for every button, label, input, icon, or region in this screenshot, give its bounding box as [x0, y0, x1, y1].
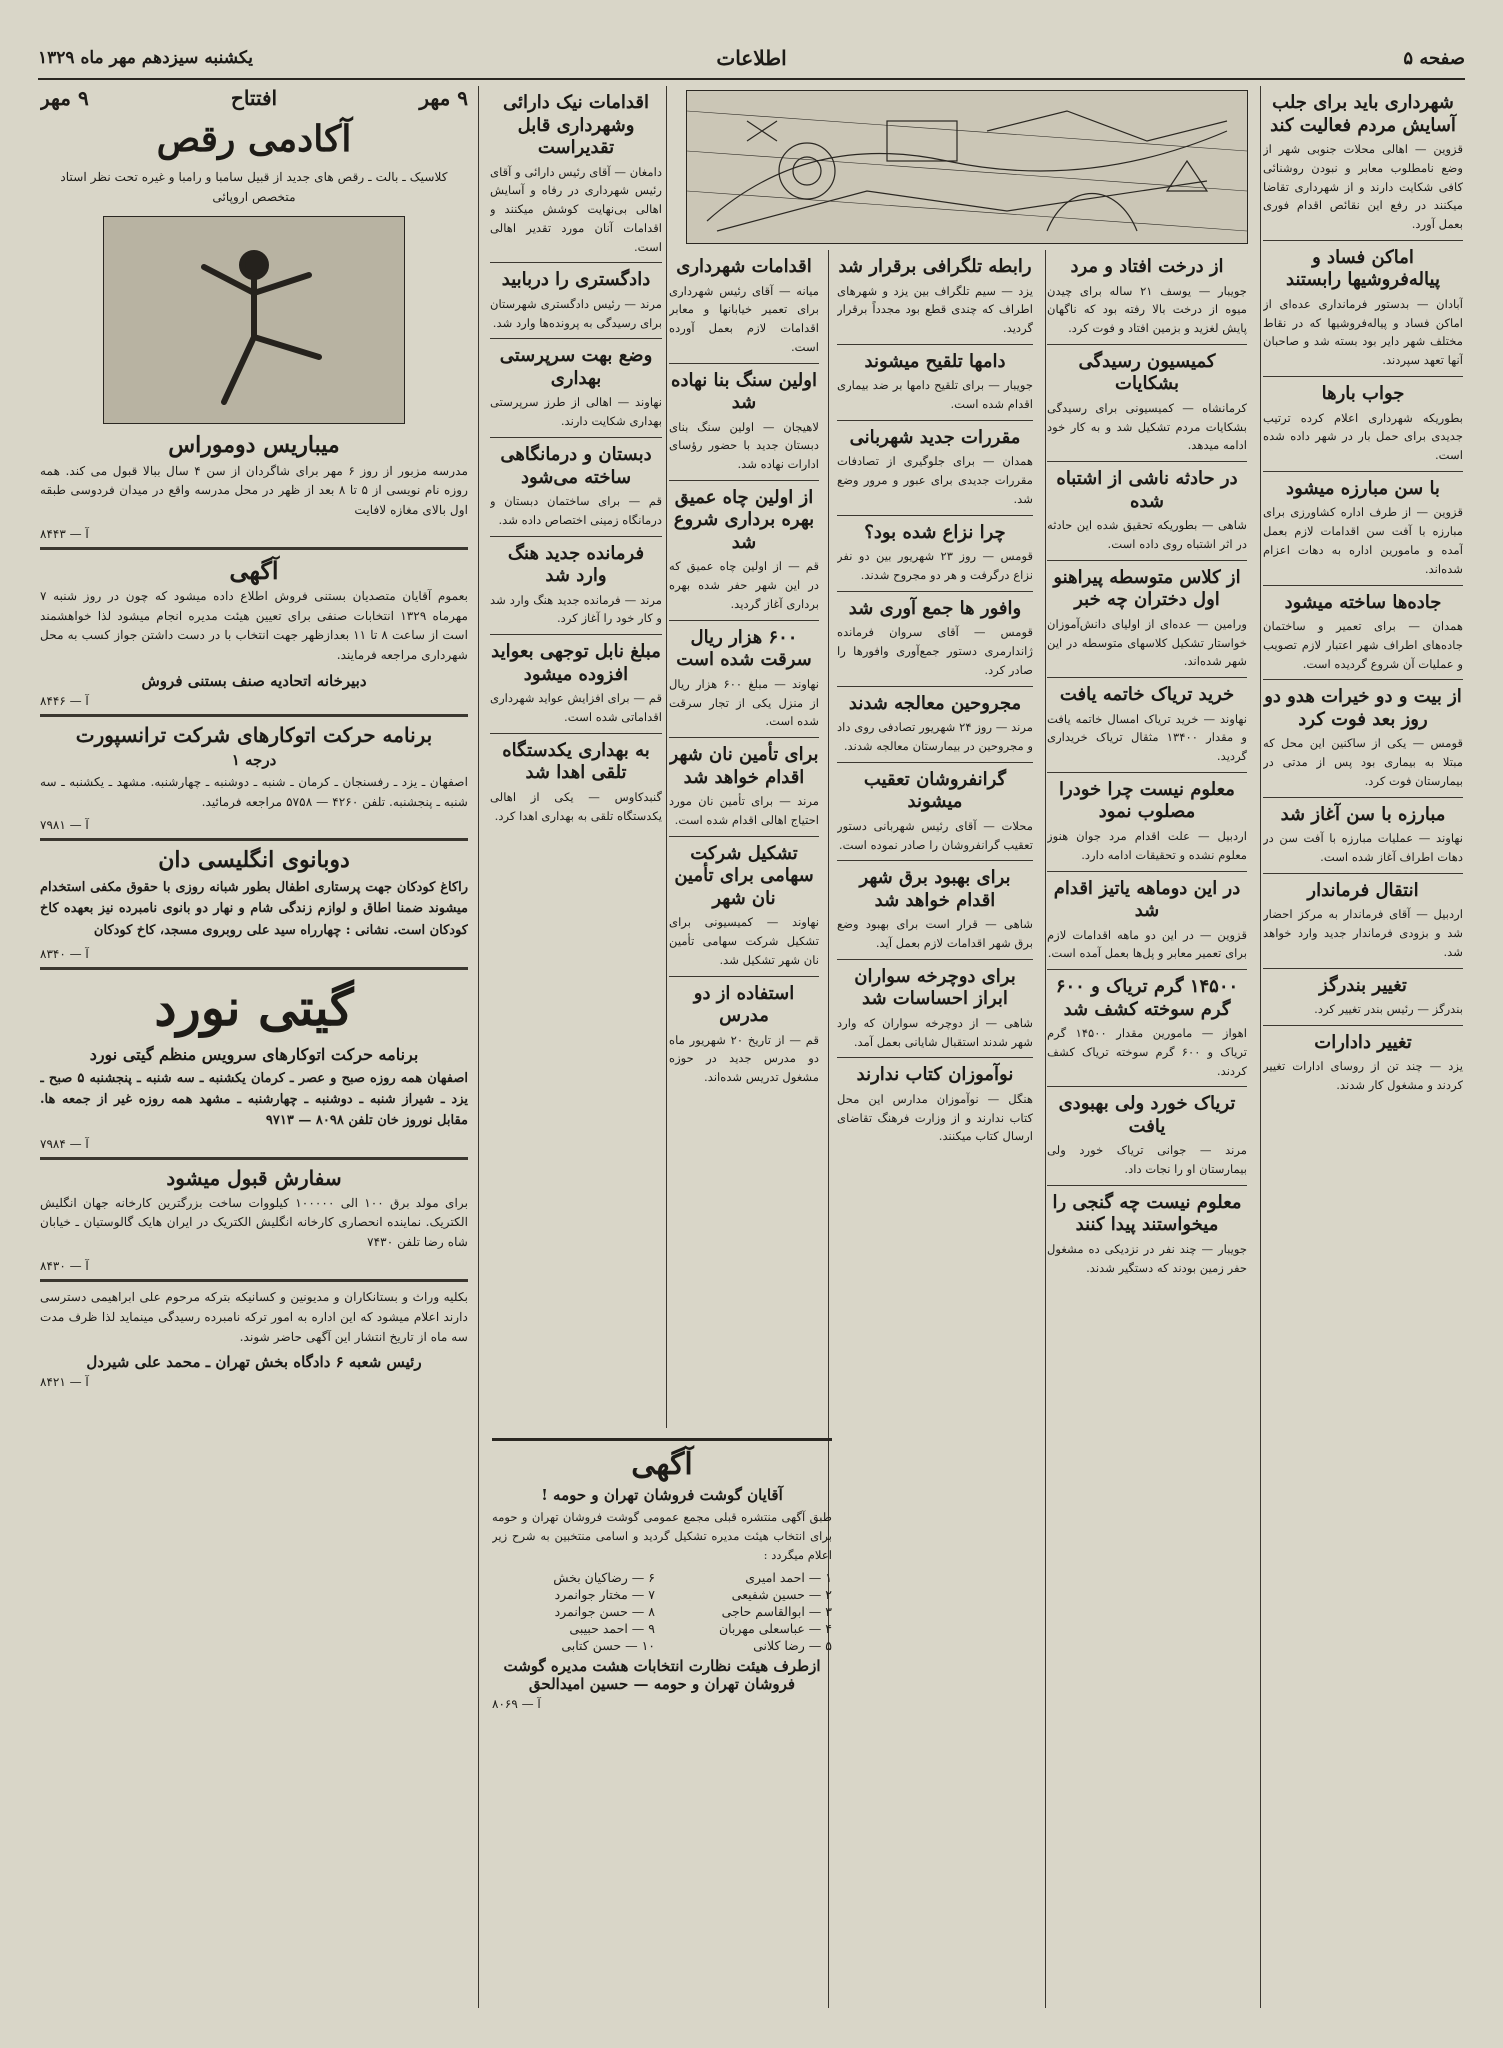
nanny-ad-code: آ — ۸۳۴۰: [40, 946, 89, 961]
issue-date: یکشنبه سیزدهم مهر ماه ۱۳۲۹: [38, 48, 253, 68]
divider: [669, 480, 819, 481]
body-5-3: نهاوند — اهالی از طرز سرپرستی بهداری شکایت دارند.: [490, 395, 662, 429]
giti-navard-title: گیتی نورد: [154, 977, 354, 1037]
divider: [490, 733, 662, 734]
headline-2-7: در این دوماهه یاتیز اقدام شد: [1053, 877, 1241, 921]
divider: [837, 1057, 1033, 1058]
divider: [40, 547, 468, 550]
dance-ad-body: مدرسه مزبور از روز ۶ مهر برای شاگردان از سن ۴ سال ببالا قبول می کند. همه روزه نام نویسی از ۵ تا ۸ بعد از ظهر در محل مدرسه واقع در میدان فردوسی طبقه اول بالای مغازه لافایت: [40, 463, 468, 518]
divider: [1047, 677, 1247, 678]
headline-3-6: مجروحین معالجه شدند: [848, 692, 1022, 714]
icecream-ad-title: آگهی: [229, 555, 279, 585]
headline-1-10: تغییر دادارات: [1314, 1031, 1412, 1053]
body-1-10: یزد — چند تن از روسای ادارات تغییر کردند و مشغول کار شدند.: [1263, 1059, 1463, 1093]
body-4-1: میانه — آقای رئیس شهرداری برای تعمیر خیابانها و معابر اقدامات لازم بعمل آورده است.: [669, 283, 819, 354]
headline-1-3: جواب بارها: [1321, 383, 1405, 405]
headline-2-6: معلوم نیست چرا خودرا مصلوب نمود: [1059, 778, 1235, 823]
divider: [1263, 240, 1463, 241]
column-rule: [1260, 86, 1261, 2008]
body-3-6: مرند — روز ۲۴ شهریور تصادفی روی داد و مجروحین در بیمارستان معالجه شدند.: [837, 720, 1033, 753]
headline-1-8: انتقال فرماندار: [1307, 879, 1419, 901]
body-5-6: قم — برای افزایش عواید شهرداری اقداماتی شده است.: [490, 691, 662, 724]
list-item: ۵ — رضا کلانی: [753, 1638, 832, 1654]
headline-3-4: چرا نزاع شده بود؟: [864, 521, 1006, 543]
headline-5-7: به بهداری یکدستگاه تلقی اهدا شد: [502, 739, 650, 784]
list-item: ۱ — احمد امیری: [745, 1570, 832, 1586]
headline-1-2: اماکن فساد و پیاله‌فروشیها رابستند: [1286, 246, 1440, 291]
body-2-1: جویبار — یوسف ۲۱ ساله برای چیدن میوه از درخت بالا رفته بود که ناگهان پایش لغزید و بزمین افتاد و فوت کرد.: [1047, 283, 1247, 336]
headline-2-10: معلوم نیست چه گنجی را میخواستند پیدا کنند: [1052, 1191, 1242, 1236]
body-5-5: مرند — فرمانده جدید هنگ وارد شد و کار خود را آغاز کرد.: [490, 592, 662, 626]
list-item: ۴ — عباسعلی مهربان: [718, 1621, 832, 1637]
headline-2-8: ۱۴۵۰۰ گرم تریاک و ۶۰۰ گرم سوخته کشف شد: [1055, 976, 1239, 1020]
divider: [490, 338, 662, 339]
body-2-10: جویبار — چند نفر در نزدیکی ده مشغول حفر زمین بودند که دستگیر شدند.: [1047, 1241, 1247, 1275]
page-number: صفحه ۵: [1403, 48, 1465, 69]
headline-3-1: رابطه تلگرافی برقرار شد: [838, 256, 1032, 277]
transport-ad-title: برنامه حرکت اتوکارهای شرکت ترانسپورت: [75, 722, 433, 747]
divider: [1263, 376, 1463, 377]
transport-ad-body: اصفهان ـ یزد ـ رفسنجان ـ کرمان ـ شنبه ـ دوشنبه ـ چهارشنبه. مشهد ـ یکشنبه ـ سه شنبه ـ پنجشنبه. تلفن ۴۲۶۰ — ۵۷۵۸ مراجعه فرمائید.: [40, 774, 468, 809]
headline-2-5: خرید تریاک خاتمه یافت: [1059, 684, 1235, 706]
headline-4-6: تشکیل شرکت سهامی برای تأمین نان شهر: [674, 842, 814, 909]
generator-ad-body: برای مولد برق ۱۰۰ الی ۱۰۰۰۰۰ کیلووات ساخت بزرگترین کارخانه جهان انگلیش الکتریک. نماینده انحصاری کارخانه انگلیش الکتریک در ایران هایک گالوستیان ـ خیابان شاه رضا تلفن ۷۴۳۰: [40, 1195, 468, 1250]
body-3-7: محلات — آقای رئیس شهربانی دستور تعقیب گرانفروشان را صادر نموده است.: [837, 818, 1033, 852]
headline-4-3: از اولین چاه عمیق بهره برداری شروع شد: [673, 486, 815, 553]
divider: [837, 515, 1033, 516]
headline-4-1: اقدامات شهرداری: [676, 256, 812, 277]
list-item: ۳ — ابوالقاسم حاجی: [721, 1604, 832, 1620]
headline-1-6: از بیت و دو خیرات هدو دو روز بعد فوت کرد: [1264, 686, 1462, 730]
headline-5-2: دادگستری را دربابید: [501, 269, 651, 291]
divider: [837, 860, 1033, 861]
dance-ad-opening: افتتاح: [230, 86, 278, 110]
body-1-1: قزوین — اهالی محلات جنوبی شهر از وضع نامطلوب معابر و نبودن روشنائی کافی شکایت دارند و از شهرداری تقاضا میکنند در رفع این نقائص اقدام فوری بعمل آورد.: [1263, 142, 1463, 232]
divider: [1263, 471, 1463, 472]
divider: [669, 836, 819, 837]
headline-5-5: فرمانده جدید هنگ وارد شد: [507, 542, 645, 587]
divider: [40, 838, 468, 841]
illustration-drawing: [687, 91, 1247, 243]
body-3-9: شاهی — از دوچرخه سواران که وارد شهر شدند استقبال شایانی بعمل آمد.: [837, 1015, 1033, 1049]
dance-ad-date: ۹ مهر: [40, 86, 89, 110]
dance-ad-date: ۹ مهر: [419, 86, 468, 110]
body-3-1: یزد — سیم تلگراف بین یزد و شهرهای اطراف که چندی قطع بود مجدداً برقرار گردید.: [837, 283, 1033, 336]
divider: [1263, 1025, 1463, 1026]
headline-3-7: گرانفروشان تعقیب میشوند: [863, 768, 1007, 813]
body-1-8: اردبیل — آقای فرماندار به مرکز احضار شد و بزودی فرماندار جدید وارد خواهد شد.: [1263, 907, 1463, 959]
headline-5-4: دبستان و درمانگاهی ساخته می‌شود: [500, 444, 652, 488]
list-item: ۷ — مختار جوانمرد: [554, 1587, 655, 1603]
body-1-5: همدان — برای تعمیر و ساختمان جاده‌های اطراف شهر اعتبار لازم تصویب و عملیات آن شروع گردیده است.: [1263, 619, 1463, 671]
headline-3-3: مقررات جدید شهربانی: [849, 426, 1021, 448]
divider: [1047, 969, 1247, 970]
header-illustration: [686, 90, 1248, 244]
giti-navard-subtitle: برنامه حرکت اتوکارهای سرویس منظم گیتی نورد: [89, 1044, 419, 1064]
headline-1-4: با سن مبارزه میشود: [1286, 477, 1440, 499]
list-item: ۱۰ — حسن کتابی: [561, 1638, 655, 1654]
divider: [40, 967, 468, 970]
divider: [837, 959, 1033, 960]
notice-signature: ازطرف هیئت نظارت انتخابات هشت مدیره گوشت فروشان تهران و حومه — حسین امیدالحق: [503, 1657, 821, 1694]
dance-ad-code: آ — ۸۴۴۳: [40, 526, 89, 541]
court-notice-code: آ — ۸۴۲۱: [40, 1375, 89, 1390]
newspaper-name: اطلاعات: [716, 46, 787, 70]
body-1-4: قزوین — از طرف اداره کشاورزی برای مبارزه با آفت سن اقدامات لازم بعمل آمده و مامورین اداره به دهات اعزام شده‌اند.: [1263, 505, 1463, 576]
column-6-ads: [40, 86, 468, 2008]
body-4-5: مرند — برای تأمین نان مورد احتیاج اهالی اقدام شده است.: [669, 794, 819, 827]
headline-2-4: از کلاس متوسطه پیراهنو اول دختران چه خبر: [1053, 566, 1241, 611]
divider: [1047, 461, 1247, 462]
butchers-notice: [492, 1438, 832, 2008]
transport-ad-code: آ — ۷۹۸۱: [40, 818, 89, 833]
giti-navard-body: اصفهان همه روزه صبح و عصر ـ کرمان یکشنبه ـ سه شنبه ـ پنجشنبه ۵ صبح ـ یزد ـ شیراز شنبه ـ دوشنبه ـ چهارشنبه ـ مشهد همه روزه غیر از جمعه ها. مقابل نوروز خان تلفن ۸۰۹۸ — ۹۷۱۳: [40, 1070, 468, 1128]
column-4: [669, 250, 819, 1428]
body-2-9: مرند — جوانی تریاک خورد ولی بیمارستان او را نجات داد.: [1047, 1143, 1247, 1177]
dancer-image: [104, 217, 404, 423]
body-2-6: اردبیل — علت اقدام مرد جوان هنوز معلوم نشده و تحقیقات ادامه دارد.: [1047, 828, 1247, 862]
divider: [669, 620, 819, 621]
body-1-2: آبادان — بدستور فرمانداری عده‌ای از اماکن فساد و پیاله‌فروشیها که در نقاط مختلف شهر دایر بود بسته شد و صاحبان آنها تعهد سپردند.: [1263, 296, 1463, 368]
column-5: [490, 86, 662, 1428]
headline-2-9: تریاک خورد ولی بهبودی یافت: [1058, 1093, 1236, 1137]
divider: [40, 1157, 468, 1160]
divider: [837, 591, 1033, 592]
body-3-8: شاهی — قرار است برای بهبود وضع برق شهر اقدامات لازم بعمل آید.: [837, 917, 1033, 951]
giti-navard-code: آ — ۷۹۸۴: [40, 1136, 89, 1151]
body-5-2: مرند — رئیس دادگستری شهرستان برای رسیدگی به پرونده‌ها وارد شد.: [490, 296, 662, 330]
headline-4-5: برای تأمین نان شهر اقدام خواهد شد: [669, 744, 819, 788]
generator-ad-title: سفارش قبول میشود: [166, 1165, 342, 1190]
body-1-9: بندرگز — رئیس بندر تغییر کرد.: [1314, 1002, 1463, 1017]
court-notice-body: بکلیه وراث و بستانکاران و مدیونین و کسانیکه بترکه مرحوم علی ابراهیمی دسترسی دارند اعلام میشود که این اداره به امور ترکه نامبرده رسیدگی مینماید لذا ظرف مدت سه ماه از تاریخ انتشار این آگهی حاضر شوند.: [40, 1290, 468, 1344]
headline-4-2: اولین سنگ بنا نهاده شد: [671, 369, 817, 414]
divider: [1263, 968, 1463, 969]
divider: [837, 344, 1033, 345]
dance-ad-header: [40, 86, 468, 110]
notice-code: آ — ۸۰۶۹: [492, 1697, 541, 1712]
body-2-5: نهاوند — خرید تریاک امسال خاتمه یافت و مقدار ۱۳۴۰۰ مثقال تریاک خریداری گردید.: [1047, 711, 1247, 764]
body-3-5: قومس — آقای سروان فرمانده ژاندارمری دستور جمع‌آوری وافورها را صادر کرد.: [837, 625, 1033, 677]
divider: [490, 536, 662, 537]
headline-1-9: تغییر بندرگز: [1319, 974, 1407, 996]
body-1-6: قومس — یکی از ساکنین این محل که مبتلا به بیماری بود پس از مدتی در بیمارستان فوت کرد.: [1263, 736, 1463, 788]
headline-1-5: جاده‌ها ساخته میشود: [1284, 591, 1442, 613]
divider: [490, 262, 662, 263]
column-rule: [478, 86, 479, 2008]
dance-ad-teacher: میباریس دوموراس: [168, 431, 340, 458]
masthead: [38, 40, 1465, 80]
notice-name-list: [492, 1570, 832, 1653]
divider: [1047, 871, 1247, 872]
transport-ad-class: درجه ۱: [231, 750, 277, 769]
divider: [669, 363, 819, 364]
divider: [1263, 585, 1463, 586]
divider: [1047, 1185, 1247, 1186]
headline-3-5: وافور ها جمع آوری شد: [848, 597, 1022, 619]
dance-ad-subtitle: کلاسیک ـ بالت ـ رقص های جدید از قبیل سامبا و رامبا و غیره تحت نظر استاد متخصص اروپائی: [60, 170, 448, 204]
divider: [669, 976, 819, 977]
divider: [1047, 772, 1247, 773]
headline-2-2: کمیسیون رسیدگی بشکایات: [1078, 350, 1216, 395]
notice-body: طبق آگهی منتشره قبلی مجمع عمومی گوشت فروشان تهران و حومه برای انتخاب هیئت مدیره تشکیل گردید و اسامی منتخبین به شرح زیر اعلام میگردد :: [492, 1510, 832, 1562]
column-3: [837, 250, 1033, 2008]
body-5-4: قم — برای ساختمان دبستان و درمانگاه زمینی اختصاص داده شد.: [490, 494, 662, 527]
body-4-6: نهاوند — کمیسیونی برای تشکیل شرکت سهامی تأمین نان شهر تشکیل شد.: [669, 915, 819, 967]
divider: [1047, 344, 1247, 345]
divider: [669, 737, 819, 738]
generator-ad-code: آ — ۸۴۳۰: [40, 1259, 89, 1273]
divider: [1047, 560, 1247, 561]
headline-4-7: استفاده از دو مدرس: [693, 982, 795, 1027]
list-item: ۹ — احمد حبیبی: [569, 1621, 655, 1637]
body-3-2: جویبار — برای تلقیح دامها بر ضد بیماری اقدام شده است.: [837, 378, 1033, 412]
icecream-ad-body: بعموم آقایان متصدیان بستنی فروش اطلاع داده میشود که چون در روز شنبه ۷ مهرماه ۱۳۲۹ انتخابات صنفی برای تعیین هیئت مدیره انجام میشود لذا خواهشمند است از ساعت ۸ تا ۱۱ بعدازظهر جهت انتخاب با در دست داشتن جواز کسب به محل شهرداری مراجعه فرمایند.: [40, 588, 468, 663]
body-4-3: قم — از اولین چاه عمیق که در این شهر حفر شده بهره برداری آغاز گردید.: [669, 559, 819, 612]
body-3-10: هنگل — نوآموزان مدارس این محل کتاب ندارند و از وزارت فرهنگ تقاضای ارسال کتاب میکنند.: [837, 1091, 1033, 1144]
divider: [1263, 873, 1463, 874]
divider: [1263, 679, 1463, 680]
headline-5-1: اقدامات نیک دارائی وشهرداری قابل تقدیراست: [503, 92, 649, 158]
divider: [1047, 1086, 1247, 1087]
dance-ad-title: آکادمی رقص: [156, 118, 352, 160]
body-3-3: همدان — برای جلوگیری از تصادفات مقررات جدیدی برای عبور و مرور وضع شد.: [837, 454, 1033, 506]
icecream-ad-code: آ — ۸۴۴۶: [40, 693, 89, 708]
headline-1-7: مبارزه با سن آغاز شد: [1280, 803, 1446, 825]
divider: [40, 1279, 468, 1282]
column-rule: [666, 86, 667, 1428]
notice-title: آگهی: [631, 1447, 693, 1482]
body-1-7: نهاوند — عملیات مبارزه با آفت سن در دهات اطراف آغاز شده است.: [1263, 831, 1463, 864]
body-3-4: قومس — روز ۲۳ شهریور بین دو نفر نزاع درگرفت و هر دو مجروح شدند.: [837, 549, 1033, 583]
body-4-4: نهاوند — مبلغ ۶۰۰ هزار ریال از منزل یکی از تجار سرقت شده است.: [669, 676, 819, 729]
body-5-1: دامغان — آقای رئیس دارائی و آقای رئیس شهرداری در رفاه و آسایش اهالی بی‌نهایت کوشش میکنند و اقدامات آنان مورد تقدیر اهالی است.: [490, 164, 662, 254]
divider: [490, 437, 662, 438]
headline-5-3: وضع بهت سرپرستی بهداری: [499, 345, 653, 389]
body-2-8: اهواز — مامورین مقدار ۱۴۵۰۰ گرم تریاک و ۶۰۰ گرم سوخته تریاک کشف کردند.: [1047, 1026, 1247, 1078]
headline-4-4: ۶۰۰ هزار ریال سرقت شده است: [676, 626, 812, 671]
headline-2-3: در حادثه ناشی از اشتباه شده: [1056, 468, 1238, 512]
headline-3-2: دامها تلقیح میشوند: [864, 350, 1006, 372]
body-2-4: ورامین — عده‌ای از اولیای دانش‌آموزان خواستار تشکیل کلاسهای متوسطه در این شهر شده‌اند.: [1047, 616, 1247, 669]
headline-3-9: برای دوچرخه سواران ابراز احساسات شد: [854, 965, 1016, 1010]
column-rule: [1045, 250, 1046, 2008]
dancer-photo: [103, 216, 405, 424]
body-5-7: گنبدکاوس — یکی از اهالی یکدستگاه تلقی به بهداری اهدا کرد.: [490, 789, 662, 823]
divider: [40, 714, 468, 717]
divider: [837, 762, 1033, 763]
headline-1-1: شهرداری باید برای جلب آسایش مردم فعالیت کند: [1270, 92, 1456, 136]
column-1: [1263, 86, 1463, 2008]
list-item: ۶ — رضاکیان بخش: [553, 1570, 655, 1586]
column-2: [1047, 250, 1247, 2008]
notice-subtitle: آقایان گوشت فروشان تهران و حومه !: [541, 1486, 783, 1504]
body-2-3: شاهی — بطوریکه تحقیق شده این حادثه در اثر اشتباه روی داده است.: [1047, 518, 1247, 551]
headline-2-1: از درخت افتاد و مرد: [1070, 256, 1224, 277]
icecream-ad-signature: دبیرخانه اتحادیه صنف بستنی فروش: [141, 671, 367, 690]
body-1-3: بطوریکه شهرداری اعلام کرده ترتیب جدیدی برای حمل بار در شهر داده شده است.: [1263, 410, 1463, 463]
body-4-7: قم — از تاریخ ۲۰ شهریور ماه دو مدرس جدید در حوزه مشغول تدریس شده‌اند.: [669, 1032, 819, 1085]
headline-3-10: نوآموزان کتاب ندارند: [856, 1064, 1014, 1086]
divider: [1263, 797, 1463, 798]
nanny-ad-body: راکاغ کودکان جهت پرستاری اطفال بطور شبانه روزی با حقوق مکفی استخدام میشوند ضمنا اطاق و لوازم زندگی شام و نهار دو بانوی نامبرده نیز بعهده کاخ کودکان است. نشانی : چهارراه سید علی روبروی مسجد، کاخ کودکان: [40, 880, 468, 938]
divider: [837, 686, 1033, 687]
list-item: ۲ — حسین شفیعی: [731, 1587, 832, 1603]
body-2-2: کرمانشاه — کمیسیونی برای رسیدگی بشکایات مردم تشکیل شد و به کار خود ادامه میدهد.: [1047, 400, 1247, 453]
body-2-7: قزوین — در این دو ماهه اقدامات لازم برای تعمیر معابر و پل‌ها بعمل آمده است.: [1047, 927, 1247, 961]
court-notice-signature: رئیس شعبه ۶ دادگاه بخش تهران ـ محمد علی شیردل: [86, 1353, 422, 1372]
headline-3-8: برای بهبود برق شهر اقدام خواهد شد: [859, 867, 1011, 911]
body-4-2: لاهیجان — اولین سنگ بنای دبستان جدید با حضور رؤسای ادارات نهاده شد.: [669, 419, 819, 472]
headline-5-6: مبلغ نابل توجهی بعواید افزوده میشود: [491, 641, 661, 685]
divider: [490, 634, 662, 635]
nanny-ad-title: دوبانوی انگلیسی دان: [158, 847, 350, 874]
divider: [837, 420, 1033, 421]
list-item: ۸ — حسن جوانمرد: [554, 1604, 655, 1620]
